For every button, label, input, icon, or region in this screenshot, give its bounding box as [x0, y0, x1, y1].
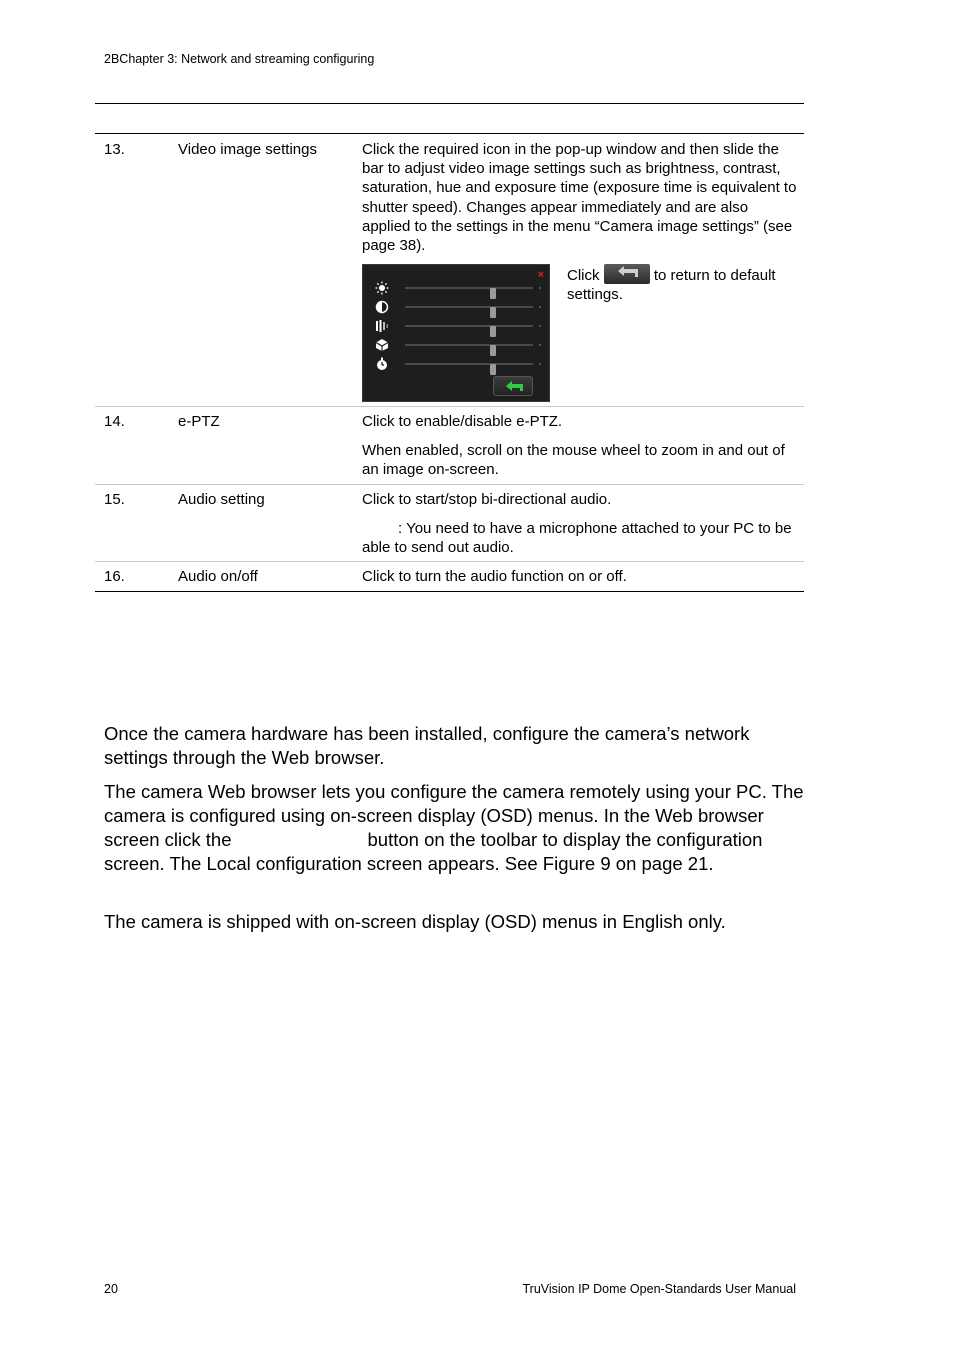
- row-description: [362, 490, 798, 558]
- exposure-slider[interactable]: [405, 363, 533, 365]
- table-row: [95, 562, 804, 592]
- row-number: 15.: [104, 491, 125, 508]
- note-text: Click: [567, 267, 600, 284]
- description-text: Click the required icon in the pop-up window and then slide the bar to adjust video image settings such as brightness, contrast, saturation, hue and exposure time (exposure time is equivalent to shutter speed). Changes appear immediately and are also applied to the settings in the menu “Camera image settings” (see page 38).: [362, 141, 797, 255]
- brightness-icon[interactable]: [375, 281, 389, 295]
- slider-end-dot: [539, 363, 541, 365]
- slider-end-dot: [539, 325, 541, 327]
- page-header: 2BChapter 3: Network and streaming configuring: [104, 52, 375, 66]
- hue-slider-row: [375, 338, 545, 352]
- settings-table: [95, 133, 804, 592]
- slider-thumb[interactable]: [490, 364, 496, 375]
- slider-thumb[interactable]: [490, 345, 496, 356]
- close-icon[interactable]: ×: [537, 269, 544, 281]
- description-text: Click to enable/disable e-PTZ.: [362, 413, 563, 430]
- slider-end-dot: [539, 306, 541, 308]
- body-paragraph: Once the camera hardware has been installed, configure the camera’s network settings through the Web browser.: [104, 723, 750, 768]
- row-item: e-PTZ: [178, 413, 220, 430]
- hue-slider[interactable]: [405, 344, 533, 346]
- row-item: Audio on/off: [178, 568, 258, 585]
- header-rule: [95, 103, 804, 104]
- hue-icon[interactable]: [375, 338, 389, 352]
- page-number: 20: [104, 1282, 118, 1296]
- description-text: Click to turn the audio function on or off.: [362, 568, 627, 585]
- exposure-icon[interactable]: [375, 357, 389, 371]
- saturation-icon[interactable]: [375, 319, 389, 333]
- return-arrow-icon: [494, 377, 532, 395]
- paragraph-text: The camera Web browser lets you configure the camera remotely using your PC. The camera is configured using on-screen display (OSD) menus. In the Web browser screen click the: [104, 781, 804, 850]
- description-text: [362, 519, 798, 557]
- row-description: [362, 412, 798, 480]
- slider-end-dot: [539, 287, 541, 289]
- restore-default-button[interactable]: [493, 376, 533, 396]
- brightness-slider-row: [375, 281, 545, 295]
- restore-default-inline-icon: [604, 264, 650, 284]
- exposure-slider-row: [375, 357, 545, 371]
- slider-thumb[interactable]: [490, 288, 496, 299]
- slider-thumb[interactable]: [490, 307, 496, 318]
- row-number: 14.: [104, 413, 125, 430]
- body-paragraph: The camera is shipped with on-screen display (OSD) menus in English only.: [104, 911, 726, 932]
- body-paragraph: [104, 780, 804, 876]
- saturation-slider[interactable]: [405, 325, 533, 327]
- slider-thumb[interactable]: [490, 326, 496, 337]
- note-text: to return to default settings.: [567, 267, 776, 304]
- video-image-settings-popup: [362, 264, 550, 402]
- row-description: [362, 567, 798, 586]
- row-item: Audio setting: [178, 491, 265, 508]
- contrast-slider-row: [375, 300, 545, 314]
- table-row: [95, 407, 804, 485]
- row-item: Video image settings: [178, 141, 317, 158]
- manual-title: TruVision IP Dome Open-Standards User Manual: [522, 1282, 796, 1296]
- slider-end-dot: [539, 344, 541, 346]
- row-description: [362, 140, 798, 255]
- table-row: [95, 485, 804, 562]
- row-number: 16.: [104, 568, 125, 585]
- description-text: When enabled, scroll on the mouse wheel to zoom in and out of an image on-screen.: [362, 442, 785, 479]
- description-text: Click to start/stop bi-directional audio.: [362, 491, 612, 508]
- table-row: [95, 134, 804, 407]
- return-arrow-icon: [604, 264, 650, 284]
- paragraph-text: button on the toolbar to display the configuration screen. The Local configuration screen appears. See Figure 9 on page 21.: [104, 829, 763, 874]
- brightness-slider[interactable]: [405, 287, 533, 289]
- saturation-slider-row: [375, 319, 545, 333]
- restore-default-note: [567, 264, 803, 304]
- row-number: 13.: [104, 141, 125, 158]
- note-text: : You need to have a microphone attached to your PC to be able to send out audio.: [362, 520, 792, 557]
- contrast-icon[interactable]: [375, 300, 389, 314]
- contrast-slider[interactable]: [405, 306, 533, 308]
